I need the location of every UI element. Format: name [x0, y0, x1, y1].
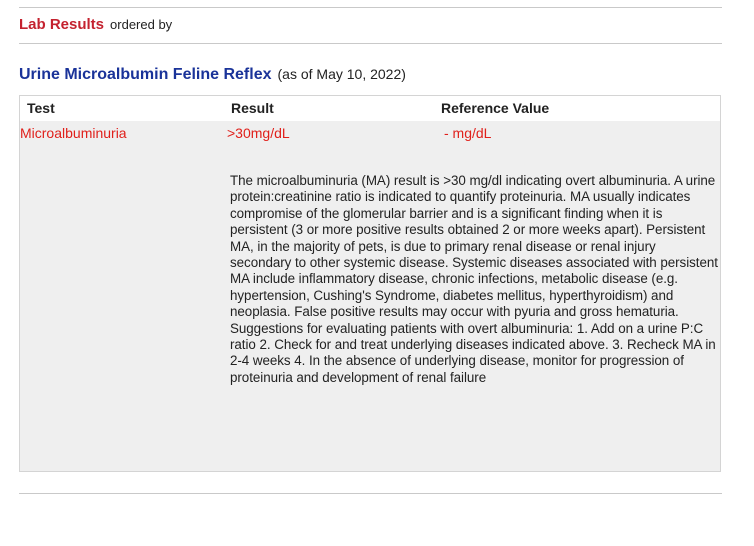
section-title: Lab Results — [19, 16, 105, 33]
test-name: Microalbuminuria — [20, 125, 127, 141]
bottom-divider — [19, 493, 722, 494]
header-result: Result — [231, 100, 274, 116]
header-test: Test — [27, 100, 55, 116]
section-header — [19, 16, 172, 33]
panel-as-of-date: (as of May 10, 2022) — [277, 66, 406, 82]
table-row — [20, 121, 720, 147]
test-result: >30mg/dL — [227, 125, 290, 141]
results-table — [19, 95, 721, 472]
ordered-by-label: ordered by — [110, 17, 173, 32]
result-comment: The microalbuminuria (MA) result is >30 mg/dl indicating overt albuminuria. A urine protein:creatinine ratio is indicated to quantify proteinuria. MA usually indicates compromise of the glomerular barrier and is a significant finding when it is persistent (3 or more positive results obtained 2 or more weeks apart). Persistent MA, in the majority of pets, is due to primary renal disease or renal injury secondary to other systemic disease. Systemic diseases associated with persistent MA include inflammatory disease, chronic infections, metabolic disease (e.g. hypertension, Cushing's Syndrome, diabetes mellitus, hyperthyroidism) and neoplasia. False positive results may occur with pyuria and gross hematuria. Suggestions for evaluating patients with overt albuminuria: 1. Add on a urine P:C ratio 2. Check for and treat underlying diseases indicated above. 3. Recheck MA in 2-4 weeks 4. In the absence of underlying disease, monitor for progression of proteinuria and development of renal failure — [230, 173, 718, 385]
section-divider — [19, 43, 722, 44]
table-header-row — [20, 96, 720, 121]
panel-title[interactable]: Urine Microalbumin Feline Reflex — [19, 66, 272, 83]
panel-header — [19, 66, 406, 84]
header-reference-value: Reference Value — [441, 100, 550, 116]
top-divider — [19, 7, 722, 8]
reference-value: - mg/dL — [444, 125, 492, 141]
